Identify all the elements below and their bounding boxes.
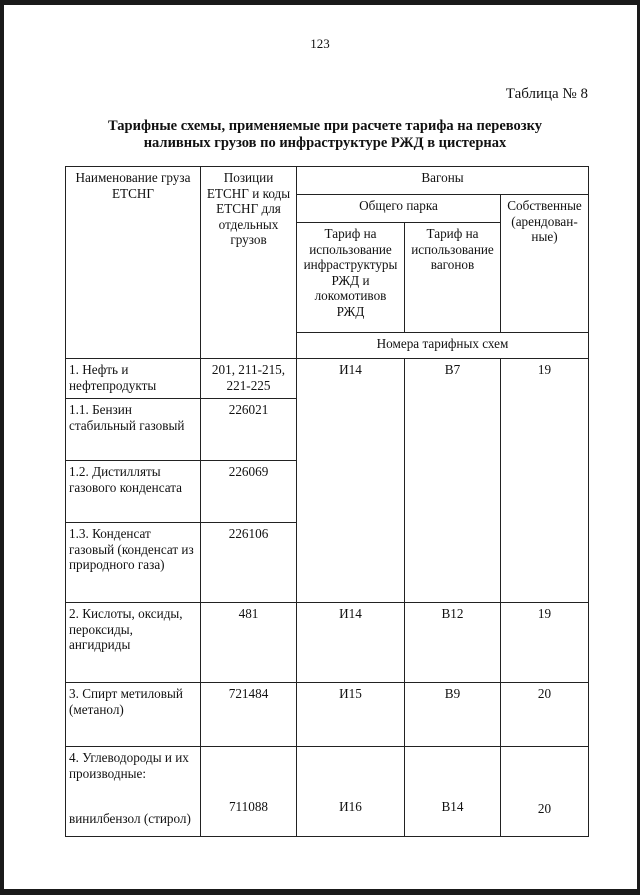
row-name-cell: [66, 747, 201, 837]
scan-edge-bottom: [0, 889, 640, 895]
row-name: 3. Спирт метиловый (метанол): [66, 683, 201, 747]
tariff-table: [65, 166, 589, 837]
row-wagon: В7: [405, 359, 501, 603]
row-name: 2. Кислоты, оксиды, пероксиды, ангидриды: [66, 603, 201, 683]
row-own: 19: [501, 603, 589, 683]
row-wagon: В14: [405, 747, 501, 837]
row-code: 226106: [201, 523, 297, 603]
row-code: 226069: [201, 461, 297, 523]
row-infra: И14: [297, 359, 405, 603]
row-own: 20: [501, 683, 589, 747]
row-name-gap: [69, 781, 197, 811]
table-label: Таблица № 8: [505, 86, 588, 102]
table-row: [66, 747, 589, 837]
header-tariff-wagons: Тариф на использование вагонов: [405, 223, 501, 333]
row-code: 721484: [201, 683, 297, 747]
header-own: Собственные (арендован-ные): [501, 195, 589, 333]
scan-edge-left: [0, 0, 4, 895]
header-wagons: Вагоны: [297, 167, 589, 195]
table-title: [90, 118, 560, 152]
header-name: Наименование груза ЕТСНГ: [66, 167, 201, 359]
row-name: 4. Углеводороды и их производные:: [69, 750, 189, 781]
row-name: 1.1. Бензин стабильный газовый: [66, 399, 201, 461]
header-scheme-numbers: Номера тарифных схем: [297, 333, 589, 359]
row-own: 20: [501, 747, 589, 837]
row-code: 201, 211-215, 221-225: [201, 359, 297, 399]
table-row: [66, 683, 589, 747]
row-wagon: В12: [405, 603, 501, 683]
row-code: 226021: [201, 399, 297, 461]
table-row: [66, 603, 589, 683]
scan-edge-top: [0, 0, 640, 5]
row-name: 1.2. Дистилляты газового конденсата: [66, 461, 201, 523]
row-infra: И16: [297, 747, 405, 837]
row-wagon: В9: [405, 683, 501, 747]
row-sub-name: винилбензол (стирол): [69, 811, 191, 826]
row-own: 19: [501, 359, 589, 603]
table-row: [66, 359, 589, 399]
row-infra: И14: [297, 603, 405, 683]
title-line-2: наливных грузов по инфраструктуре РЖД в цистернах: [143, 135, 507, 151]
header-common-park: Общего парка: [297, 195, 501, 223]
row-code: 711088: [201, 747, 297, 837]
row-infra: И15: [297, 683, 405, 747]
title-line-1: Тарифные схемы, применяемые при расчете тарифа на перевозку: [107, 118, 542, 134]
row-name: 1.3. Конденсат газовый (конденсат из природного газа): [66, 523, 201, 603]
page-number: 123: [310, 36, 330, 51]
row-code: 481: [201, 603, 297, 683]
row-name: 1. Нефть и нефтепродукты: [66, 359, 201, 399]
header-tariff-infra: Тариф на использование инфраструктуры РЖД и локомотивов РЖД: [297, 223, 405, 333]
header-positions: Позиции ЕТСНГ и коды ЕТСНГ для отдельных грузов: [201, 167, 297, 359]
